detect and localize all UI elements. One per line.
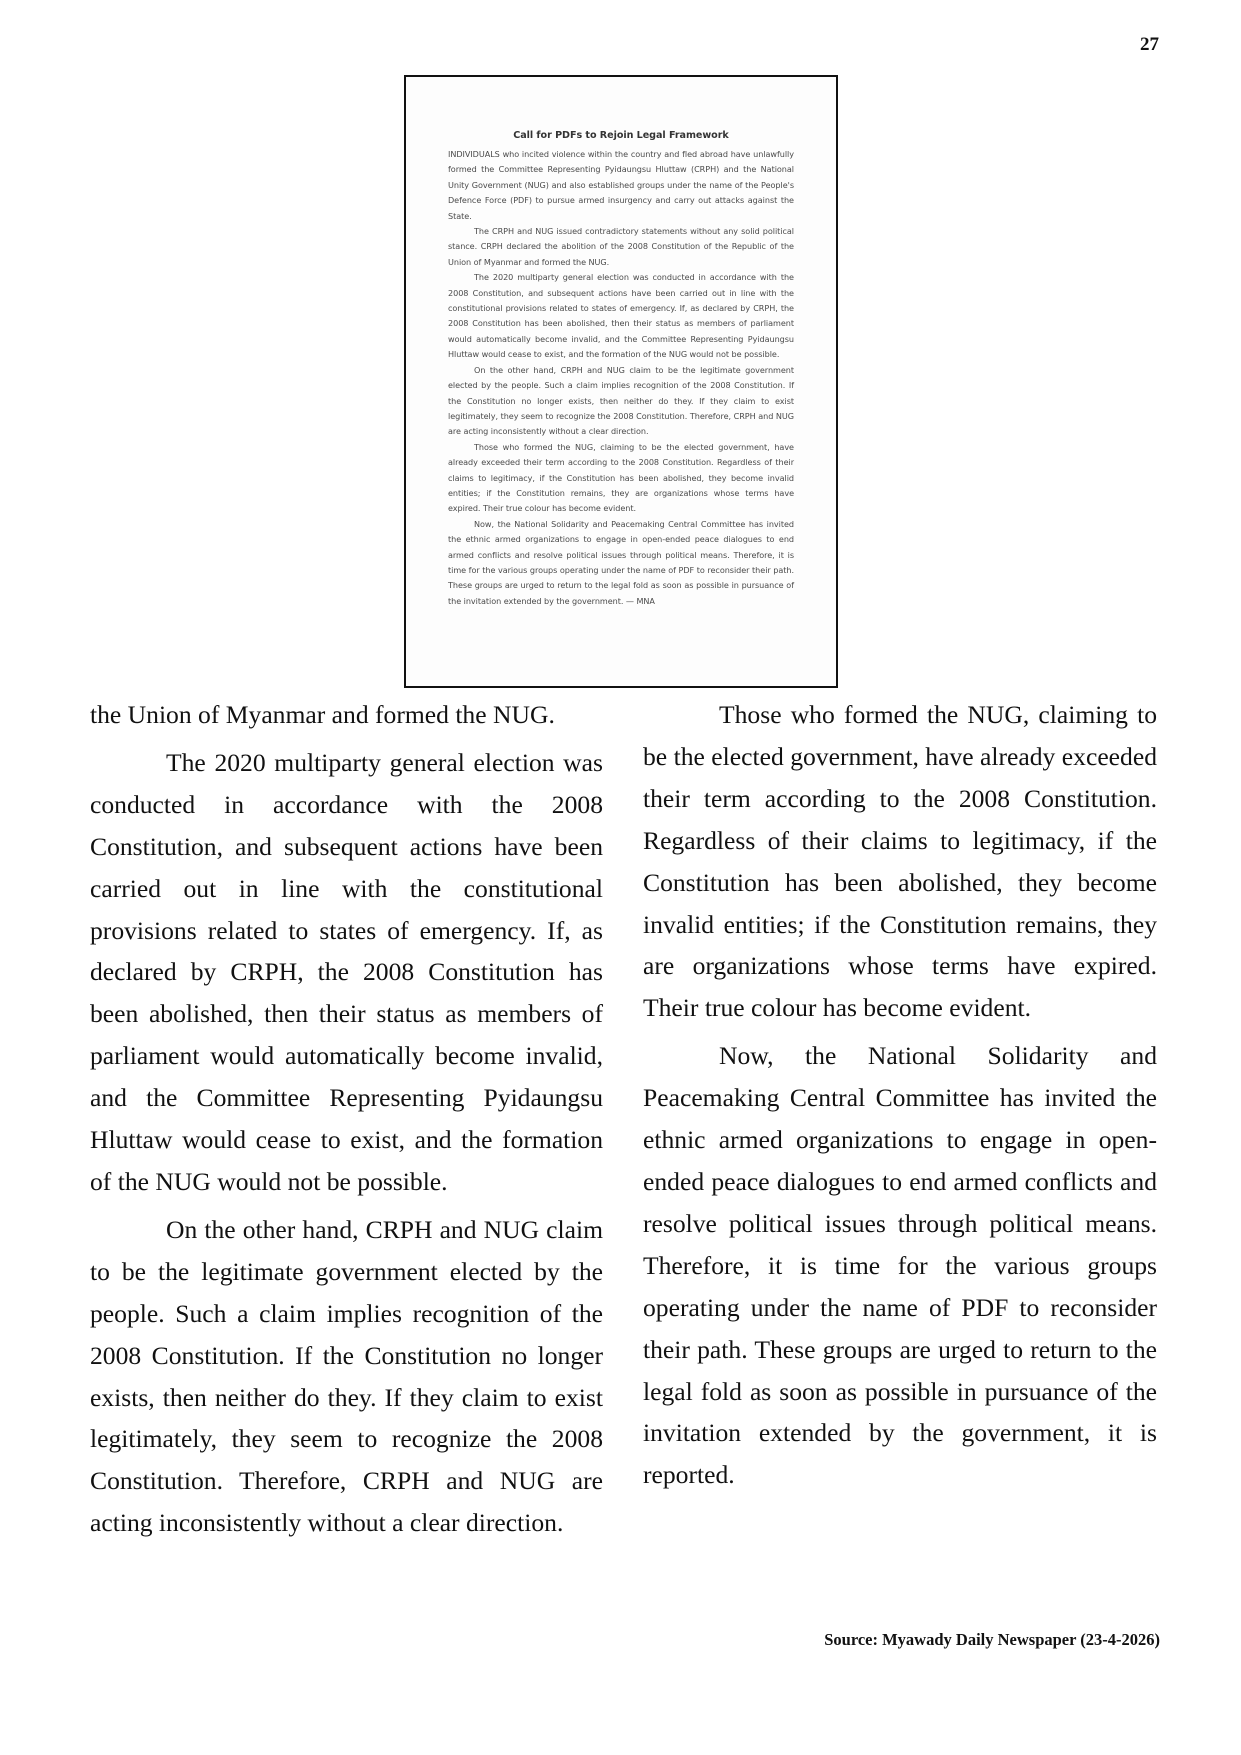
body-paragraph: The 2020 multiparty general election was conducted in accordance with the 2008 Constitution, and subsequent actions have been carried out in line with the constitutional provisions related to states of emergency. If, as declared by CRPH, the 2008 Constitution has been abolished, then their status as members of parliament would automatically become invalid, and the Committee Representing Pyidaungsu Hluttaw would cease to exist, and the formation of the NUG would not be possible.: [90, 747, 603, 1196]
clipping-paragraph: The CRPH and NUG issued contradictory statements without any solid political stance. CRPH declared the abolition of the 2008 Constitution of the Republic of the Union of Myanmar and formed the NUG.: [448, 226, 794, 267]
clipping-paragraph: Now, the National Solidarity and Peacemaking Central Committee has invited the ethnic armed organizations to engage in open-ended peace dialogues to end armed conflicts and resolve political issues through political means. Therefore, it is time for the various groups operating under the name of PDF to reconsider their path. These groups are urged to return to the legal fold as soon as possible in pursuance of the invitation extended by the government. — MNA: [448, 518, 794, 606]
right-column: [643, 694, 1157, 1502]
page-number: 27: [1140, 34, 1159, 55]
clipping-paragraph: Those who formed the NUG, claiming to be the elected government, have already exceeded their term according to the 2008 Constitution. Regardless of their claims to legitimacy, if the Constitution has been abolished, they become invalid entities; if the Constitution remains, they are organizations whose terms have expired. Their true colour has become evident.: [448, 441, 794, 514]
body-paragraph: Now, the National Solidarity and Peacemaking Central Committee has invited the ethnic armed organizations to engage in open-ended peace dialogues to end armed conflicts and resolve political issues through political means. Therefore, it is time for the various groups operating under the name of PDF to reconsider their path. These groups are urged to return to the legal fold as soon as possible in pursuance of the invitation extended by the government, it is reported.: [643, 1041, 1157, 1490]
left-column: [90, 694, 603, 1550]
newspaper-clipping-image: [404, 75, 838, 688]
body-paragraph: Those who formed the NUG, claiming to be the elected government, have already exceeded their term according to the 2008 Constitution. Regardless of their claims to legitimacy, if the Constitution has been abolished, they become invalid entities; if the Constitution remains, they are organizations whose terms have expired. Their true colour has become evident.: [643, 700, 1157, 1023]
body-paragraph: the Union of Myanmar and formed the NUG.: [90, 700, 555, 729]
clipping-text: [448, 129, 794, 609]
source-citation: Source: Myawady Daily Newspaper (23-4-2026): [824, 1630, 1160, 1649]
clipping-paragraph: On the other hand, CRPH and NUG claim to be the legitimate government elected by the people. Such a claim implies recognition of the 2008 Constitution. If the Constitution no longer exists, then neither do they. If they claim to exist legitimately, they seem to recognize the 2008 Constitution. Therefore, CRPH and NUG are acting inconsistently without a clear direction.: [448, 364, 794, 437]
clipping-paragraph: The 2020 multiparty general election was conducted in accordance with the 2008 Constitution, and subsequent actions have been carried out in line with the constitutional provisions related to states of emergency. If, as declared by CRPH, the 2008 Constitution has been abolished, then their status as members of parliament would automatically become invalid, and the Committee Representing Pyidaungsu Hluttaw would cease to exist, and the formation of the NUG would not be possible.: [448, 272, 794, 360]
body-paragraph: On the other hand, CRPH and NUG claim to be the legitimate government elected by the people. Such a claim implies recognition of the 2008 Constitution. If the Constitution no longer exists, then neither do they. If they claim to exist legitimately, they seem to recognize the 2008 Constitution. Therefore, CRPH and NUG are acting inconsistently without a clear direction.: [90, 1214, 603, 1538]
clipping-paragraph: INDIVIDUALS who incited violence within the country and fled abroad have unlawfully formed the Committee Representing Pyidaungsu Hluttaw (CRPH) and the National Unity Government (NUG) and also established groups under the name of the People's Defence Force (PDF) to pursue armed insurgency and carry out attacks against the State.: [448, 149, 794, 221]
clipping-title: Call for PDFs to Rejoin Legal Framework: [513, 130, 729, 141]
